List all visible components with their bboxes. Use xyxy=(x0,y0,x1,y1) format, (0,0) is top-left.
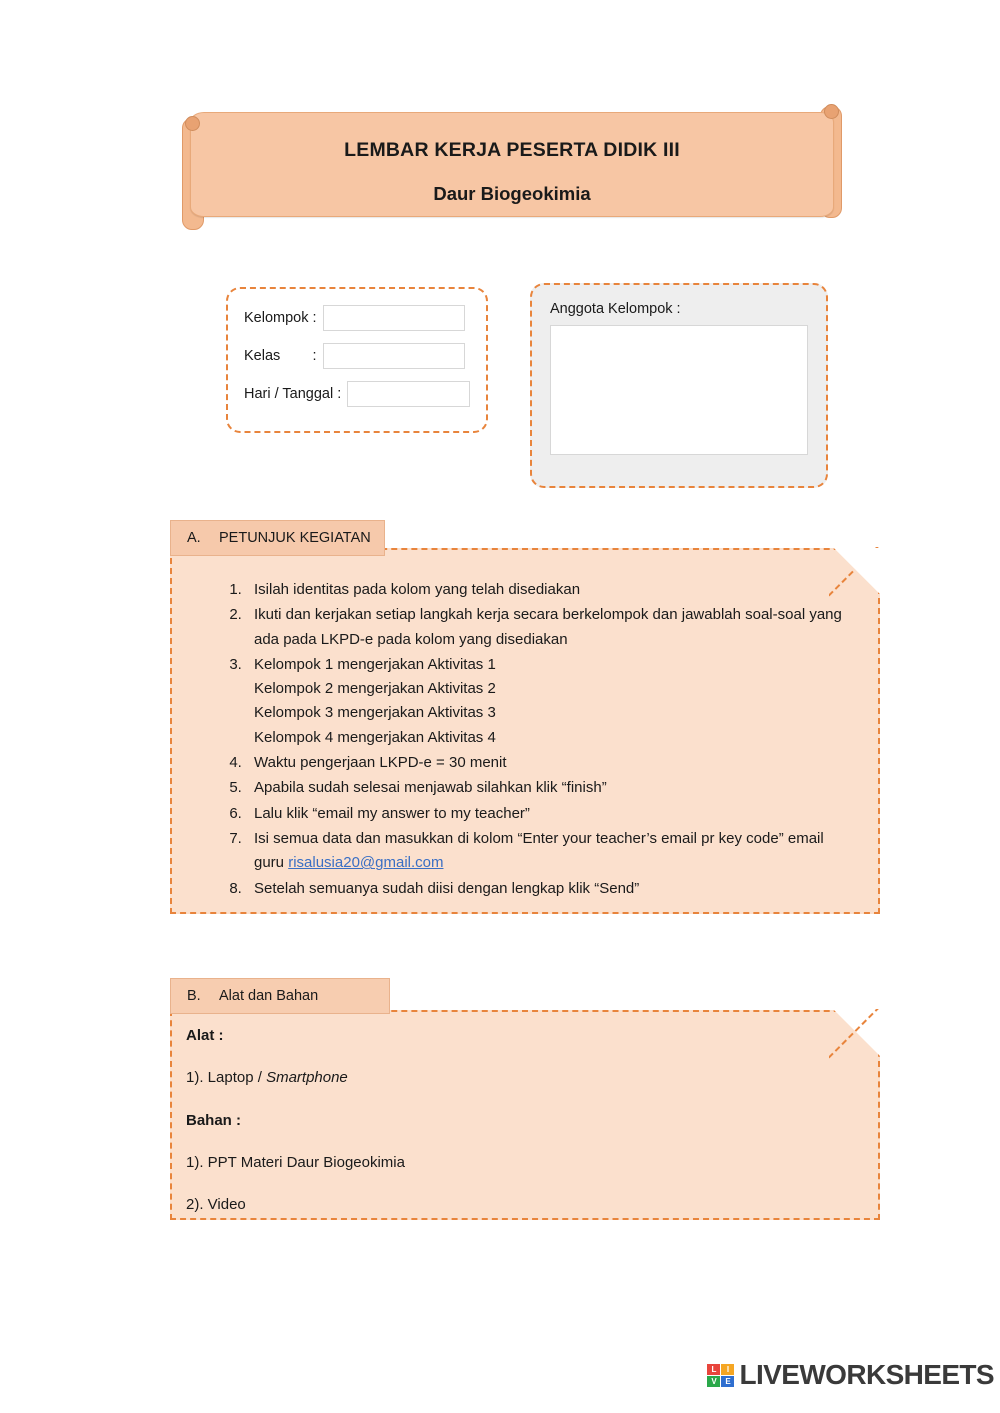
anggota-kelompok-input[interactable] xyxy=(550,325,808,455)
identity-row-tanggal xyxy=(244,379,470,409)
kelompok-label: Kelompok : xyxy=(244,310,317,326)
badge-letter-v: V xyxy=(707,1376,720,1387)
teacher-email-link[interactable]: risalusia20@gmail.com xyxy=(288,854,444,872)
alat-heading: Alat : xyxy=(186,1027,224,1044)
scroll-knob-right-icon xyxy=(824,104,839,119)
section-a-title: PETUNJUK KEGIATAN xyxy=(219,530,371,546)
step3-line-2: Kelompok 2 mengerjakan Aktivitas 2 xyxy=(254,680,496,698)
kelas-input[interactable] xyxy=(323,343,465,369)
page-subtitle: Daur Biogeokimia xyxy=(433,183,591,204)
liveworksheets-wordmark: LIVEWORKSHEETS xyxy=(739,1359,994,1390)
badge-letter-l: L xyxy=(707,1364,720,1375)
step3-line-1: 3. Kelompok 1 mengerjakan Aktivitas 1 xyxy=(254,655,496,673)
list-item: 2. Ikuti dan kerjakan setiap langkah kerja secara berkelompok dan jawablah soal-soal yang ada pada LKPD-e pada kolom yang disediakan xyxy=(246,603,848,652)
section-b-letter: B. xyxy=(187,988,201,1004)
kelompok-input[interactable] xyxy=(323,305,465,331)
section-b-panel xyxy=(170,1010,880,1220)
step3-line-3: Kelompok 3 mengerjakan Aktivitas 3 xyxy=(254,704,496,722)
page-title-banner xyxy=(172,100,852,225)
kelas-label: Kelas : xyxy=(244,348,317,364)
section-b-title: Alat dan Bahan xyxy=(219,988,319,1004)
list-item: 6. Lalu klik “email my answer to my teacher” xyxy=(246,802,848,826)
hari-tanggal-label: Hari / Tanggal : xyxy=(244,386,342,402)
badge-letter-e: E xyxy=(721,1376,734,1387)
hari-tanggal-input[interactable] xyxy=(347,381,470,407)
bahan-item-1: 1). PPT Materi Daur Biogeokimia xyxy=(186,1153,405,1171)
list-item xyxy=(246,653,848,750)
identity-box xyxy=(226,287,488,433)
section-a-tab xyxy=(170,520,385,556)
identity-row-kelas xyxy=(244,341,470,371)
identity-row-kelompok xyxy=(244,303,470,333)
section-a-panel xyxy=(170,548,880,914)
list-item: 8. Setelah semuanya sudah diisi dengan lengkap klik “Send” xyxy=(246,877,848,901)
alat-item-1-italic: Smartphone xyxy=(266,1069,348,1087)
alat-dan-bahan-content xyxy=(172,1012,878,1215)
step7-text: Isi semua data dan masukkan di kolom “Enter your teacher’s email pr key code” email guru xyxy=(254,829,824,872)
liveworksheets-logo xyxy=(707,1359,994,1391)
anggota-kelompok-label: Anggota Kelompok : xyxy=(550,301,681,317)
panel-a-corner-fold xyxy=(829,547,881,599)
alat-item-1-prefix: 1). Laptop / xyxy=(186,1069,267,1087)
alat-item-1 xyxy=(186,1068,878,1088)
bahan-heading: Bahan : xyxy=(186,1111,242,1129)
section-a-letter: A. xyxy=(187,530,201,546)
list-item xyxy=(246,827,848,876)
step3-line-4: Kelompok 4 mengerjakan Aktivitas 4 xyxy=(254,728,496,746)
list-item: 5. Apabila sudah selesai menjawab silahkan klik “finish” xyxy=(246,776,848,800)
bahan-item-2: 2). Video xyxy=(186,1196,246,1213)
petunjuk-steps-list xyxy=(172,550,878,901)
list-item: 4. Waktu pengerjaan LKPD-e = 30 menit xyxy=(246,751,848,775)
scroll-knob-left-icon xyxy=(185,116,200,131)
banner-body xyxy=(190,112,834,217)
list-item: 1. Isilah identitas pada kolom yang telah disediakan xyxy=(246,578,848,602)
liveworksheets-badge-icon xyxy=(707,1364,734,1387)
badge-letter-i: I xyxy=(721,1364,734,1375)
members-box xyxy=(530,283,828,488)
page-title: LEMBAR KERJA PESERTA DIDIK III xyxy=(344,139,680,161)
section-b-tab xyxy=(170,978,390,1014)
